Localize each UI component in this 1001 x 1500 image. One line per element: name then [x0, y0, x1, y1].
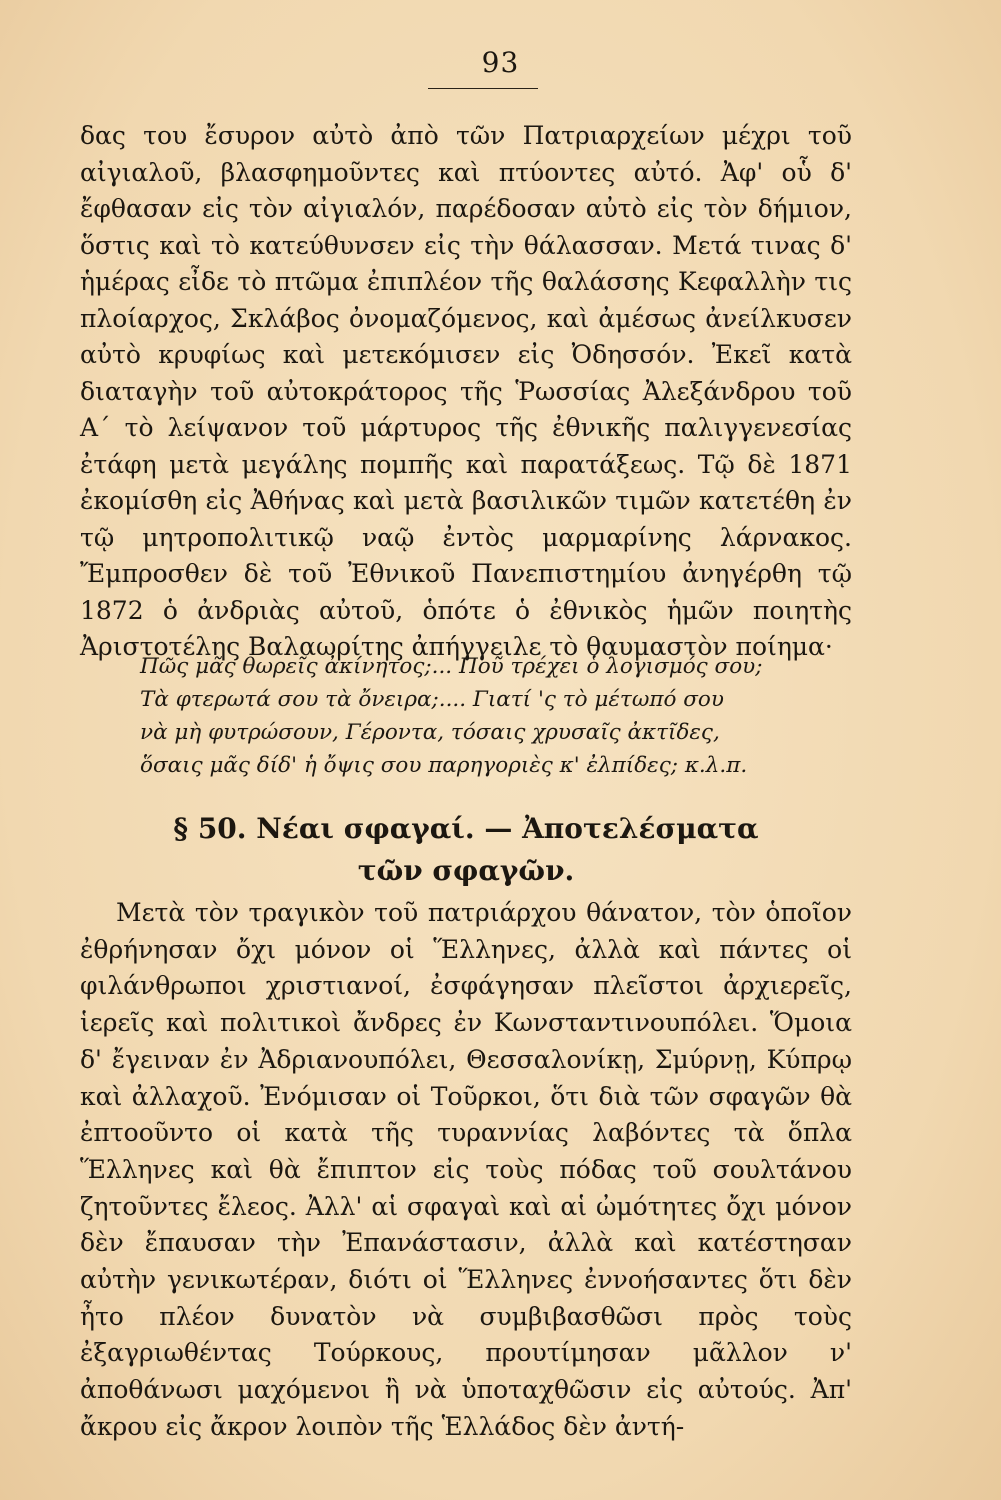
- poem-line: Τὰ φτερωτά σου τὰ ὄνειρα;.... Γιατί 'ς τὸ μέτωπό σου: [140, 687, 724, 712]
- section-heading-line: § 50. Νέαι σφαγαί. — Ἀποτελέσματα: [173, 812, 759, 845]
- poem-quote: [140, 650, 840, 782]
- section-heading-line: τῶν σφαγῶν.: [357, 854, 575, 887]
- section-heading: [80, 808, 852, 892]
- header-rule: [428, 88, 538, 89]
- page-number: 93: [481, 46, 520, 79]
- paragraph: δας του ἔσυρον αὐτὸ ἀπὸ τῶν Πατριαρχείων μέχρι τοῦ αἰγιαλοῦ, βλασφημοῦντες καὶ πτύοντες αὐτό. Ἀφ' οὗ δ' ἔφθασαν εἰς τὸν αἰγιαλόν, παρέδοσαν αὐτὸ εἰς τὸν δήμιον, ὅστις καὶ τὸ κατεύθυνσεν εἰς τὴν θάλασσαν. Μετά τινας δ' ἡμέρας εἶδε τὸ πτῶμα ἐπιπλέον τῆς θαλάσσης Κεφαλλὴν τις πλοίαρχος, Σκλάβος ὀνομαζόμενος, καὶ ἀμέσως ἀνείλκυσεν αὐτὸ κρυφίως καὶ μετεκόμισεν εἰς Ὀδησσόν. Ἐκεῖ κατὰ διαταγὴν τοῦ αὐτοκράτορος τῆς Ῥωσσίας Ἀλεξάνδρου τοῦ Α΄ τὸ λείψανον τοῦ μάρτυρος τῆς ἐθνικῆς παλιγγενεσίας ἐτάφη μετὰ μεγάλης πομπῆς καὶ παρατάξεως. Τῷ δὲ 1871 ἐκομίσθη εἰς Ἀθήνας καὶ μετὰ βασιλικῶν τιμῶν κατετέθη ἐν τῷ μητροπολιτικῷ ναῷ ἐντὸς μαρμαρίνης λάρνακος. Ἔμπροσθεν δὲ τοῦ Ἐθνικοῦ Πανεπιστημίου ἀνηγέρθη τῷ 1872 ὁ ἀνδριὰς αὐτοῦ, ὁπότε ὁ ἐθνικὸς ἡμῶν ποιητὴς Ἀριστοτέλης Βαλαωρίτης ἀπήγγειλε τὸ θαυμαστὸν ποίημα·: [80, 121, 852, 661]
- paragraph: Μετὰ τὸν τραγικὸν τοῦ πατριάρχου θάνατον, τὸν ὁποῖον ἐθρήνησαν ὄχι μόνον οἱ Ἕλληνες, ἀλλὰ καὶ πάντες οἱ φιλάνθρωποι χριστιανοί, ἐσφάγησαν πλεῖστοι ἀρχιερεῖς, ἱερεῖς καὶ πολιτικοὶ ἄνδρες ἐν Κωνσταντινουπόλει. Ὅμοια δ' ἔγειναν ἐν Ἀδριανουπόλει, Θεσσαλονίκῃ, Σμύρνῃ, Κύπρῳ καὶ ἀλλαχοῦ. Ἐνόμισαν οἱ Τοῦρκοι, ὅτι διὰ τῶν σφαγῶν θὰ ἐπτοοῦντο οἱ κατὰ τῆς τυραννίας λαβόντες τὰ ὅπλα Ἕλληνες καὶ θὰ ἔπιπτον εἰς τοὺς πόδας τοῦ σουλτάνου ζητοῦντες ἔλεος. Ἀλλ' αἱ σφαγαὶ καὶ αἱ ὠμότητες ὄχι μόνον δὲν ἔπαυσαν τὴν Ἐπανάστασιν, ἀλλὰ καὶ κατέστησαν αὐτὴν γενικωτέραν, διότι οἱ Ἕλληνες ἐννοήσαντες ὅτι δὲν ἦτο πλέον δυνατὸν νὰ συμβιβασθῶσι πρὸς τοὺς ἐξαγριωθέντας Τούρκους, προυτίμησαν μᾶλλον ν' ἀποθάνωσι μαχόμενοι ἢ νὰ ὑποταχθῶσιν εἰς αὐτούς. Ἀπ' ἄκρου εἰς ἄκρον λοιπὸν τῆς Ἑλλάδος δὲν ἀντή-: [80, 898, 852, 1441]
- poem-line: Πῶς μᾶς θωρεῖς ἀκίνητος;... Ποῦ τρέχει ὁ λογισμός σου;: [140, 654, 763, 679]
- poem-line: νὰ μὴ φυτρώσουν, Γέροντα, τόσαις χρυσαῖς ἀκτῖδες,: [140, 720, 720, 745]
- poem-line: ὅσαις μᾶς δίδ' ἡ ὄψις σου παρηγοριὲς κ' ἐλπίδες; κ.λ.π.: [140, 753, 748, 778]
- section-text: [80, 895, 852, 1446]
- body-text: [80, 118, 852, 666]
